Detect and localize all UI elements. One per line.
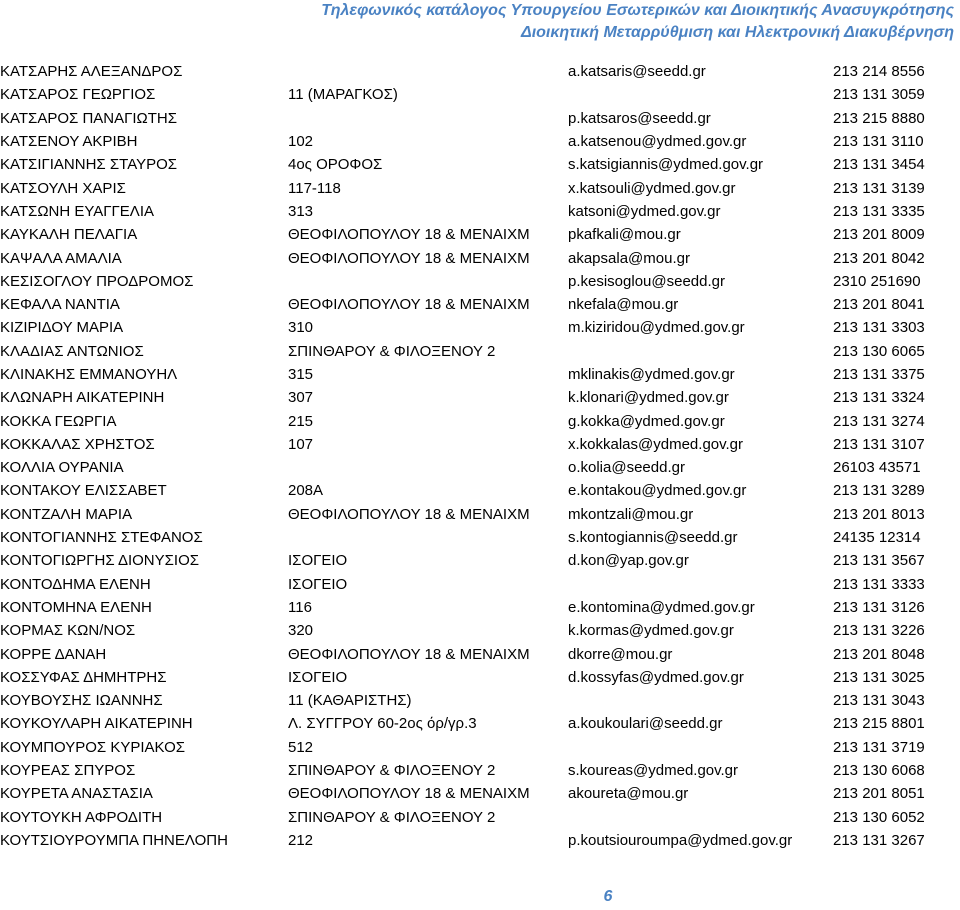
phone-number: 213 131 3139 (833, 179, 925, 197)
phone-number: 213 131 3719 (833, 738, 925, 756)
table-row (0, 712, 960, 735)
phone-number: 213 201 8013 (833, 505, 925, 523)
phone-number: 213 131 3375 (833, 366, 925, 383)
header-title: Τηλεφωνικός κατάλογος Υπουργείου Εσωτερικών και Διοικητικής Ανασυγκρότησης (321, 2, 954, 19)
table-row (0, 503, 960, 526)
phone-number: 213 201 8042 (833, 249, 925, 267)
email-address: pkafkali@mou.gr (568, 226, 681, 244)
office-location: 11 (ΜΑΡΑΓΚΟΣ) (288, 86, 398, 104)
table-row (0, 806, 960, 829)
table-row (0, 316, 960, 339)
directory-body (0, 60, 960, 852)
phone-number: 213 131 3567 (833, 552, 925, 570)
office-location: ΣΠΙΝΘΑΡΟΥ & ΦΙΛΟΞΕΝΟΥ 2 (288, 762, 496, 780)
phone-number: 213 201 8041 (833, 296, 925, 314)
email-address (568, 83, 833, 106)
office-location: Λ. ΣΥΓΓΡΟΥ 60-2ος όρ/γρ.3 (288, 715, 477, 733)
office-location: 315 (288, 366, 314, 383)
phone-number: 213 130 6065 (833, 342, 925, 360)
email-address: akapsala@mou.gr (568, 249, 690, 267)
phone-number: 213 131 3110 (833, 133, 924, 151)
page-number: 6 (603, 888, 613, 905)
employee-name: ΚΟΥΒΟΥΣΗΣ ΙΩΑΝΝΗΣ (0, 692, 163, 710)
phone-number: 213 214 8556 (833, 63, 925, 81)
office-location: 215 (288, 412, 314, 430)
email-address: a.katsenou@ydmed.gov.gr (568, 133, 747, 151)
office-location: 512 (288, 738, 314, 756)
employee-name: ΚΟΚΚΑ ΓΕΩΡΓΙΑ (0, 412, 117, 430)
employee-name: ΚΟΝΤΖΑΛΗ ΜΑΡΙΑ (0, 505, 133, 523)
employee-name: ΚΑΤΣΩΝΗ ΕΥΑΓΓΕΛΙΑ (0, 202, 154, 220)
email-address: p.katsaros@seedd.gr (568, 109, 711, 127)
office-location: ΙΣΟΓΕΙΟ (288, 668, 348, 686)
email-address: x.katsouli@ydmed.gov.gr (568, 179, 736, 197)
table-row (0, 293, 960, 316)
email-address: mkontzali@mou.gr (568, 505, 694, 523)
phone-number: 213 131 3267 (833, 831, 925, 849)
email-address: o.kolia@seedd.gr (568, 459, 685, 477)
table-row (0, 130, 960, 153)
employee-name: ΚΛΑΔΙΑΣ ΑΝΤΩΝΙΟΣ (0, 342, 144, 360)
table-row (0, 573, 960, 596)
table-row (0, 479, 960, 502)
employee-name: ΚΑΤΣΕΝΟΥ ΑΚΡΙΒΗ (0, 133, 138, 151)
office-location: ΙΣΟΓΕΙΟ (288, 575, 348, 593)
office-location: ΙΣΟΓΕΙΟ (288, 552, 348, 570)
office-location: ΘΕΟΦΙΛΟΠΟΥΛΟΥ 18 & ΜΕΝΑΙΧΜ (288, 505, 530, 523)
email-address: m.kiziridou@ydmed.gov.gr (568, 319, 745, 337)
email-address (568, 806, 833, 829)
email-address: d.kossyfas@ydmed.gov.gr (568, 668, 744, 686)
office-location: 310 (288, 319, 314, 337)
email-address: x.kokkalas@ydmed.gov.gr (568, 435, 744, 453)
table-row (0, 270, 960, 293)
employee-name: ΚΑΨΑΛΑ ΑΜΑΛΙΑ (0, 249, 122, 267)
phone-number: 213 131 3274 (833, 412, 925, 430)
office-location: 11 (ΚΑΘΑΡΙΣΤΗΣ) (288, 692, 412, 710)
office-location (288, 107, 568, 130)
office-location (288, 270, 568, 293)
table-row (0, 107, 960, 130)
email-address: e.kontomina@ydmed.gov.gr (568, 598, 755, 616)
table-row (0, 223, 960, 246)
email-address: nkefala@mou.gr (568, 296, 679, 314)
office-location: ΘΕΟΦΙΛΟΠΟΥΛΟΥ 18 & ΜΕΝΑΙΧΜ (288, 296, 530, 314)
office-location: 4ος ΟΡΟΦΟΣ (288, 156, 383, 174)
email-address (568, 573, 833, 596)
email-address: p.koutsiouroumpa@ydmed.gov.gr (568, 831, 793, 849)
employee-name: ΚΟΡΜΑΣ ΚΩΝ/ΝΟΣ (0, 622, 136, 640)
phone-number: 213 131 3454 (833, 156, 925, 174)
office-location (288, 526, 568, 549)
email-address: s.katsigiannis@ydmed.gov.gr (568, 156, 764, 174)
employee-name: ΚΟΣΣΥΦΑΣ ΔΗΜΗΤΡΗΣ (0, 668, 167, 686)
employee-name: ΚΟΝΤΟΜΗΝΑ ΕΛΕΝΗ (0, 598, 152, 616)
phone-number: 24135 12314 (833, 529, 921, 547)
phone-number: 213 131 3025 (833, 668, 925, 686)
phone-number: 213 131 3059 (833, 86, 925, 104)
email-address: p.kesisoglou@seedd.gr (568, 272, 725, 290)
employee-name: ΚΟΛΛΙΑ ΟΥΡΑΝΙΑ (0, 459, 124, 477)
office-location: 102 (288, 133, 314, 151)
office-location: 117-118 (288, 179, 341, 197)
employee-name: ΚΟΥΚΟΥΛΑΡΗ ΑΙΚΑΤΕΡΙΝΗ (0, 715, 193, 733)
office-location: ΘΕΟΦΙΛΟΠΟΥΛΟΥ 18 & ΜΕΝΑΙΧΜ (288, 249, 530, 267)
phone-number: 213 131 3126 (833, 598, 925, 616)
employee-name: ΚΟΝΤΟΓΙΑΝΝΗΣ ΣΤΕΦΑΝΟΣ (0, 529, 203, 547)
table-row (0, 782, 960, 805)
employee-name: ΚΛΙΝΑΚΗΣ ΕΜΜΑΝΟΥΗΛ (0, 366, 178, 383)
office-location: ΘΕΟΦΙΛΟΠΟΥΛΟΥ 18 & ΜΕΝΑΙΧΜ (288, 226, 530, 244)
office-location: ΘΕΟΦΙΛΟΠΟΥΛΟΥ 18 & ΜΕΝΑΙΧΜ (288, 645, 530, 663)
table-row (0, 456, 960, 479)
employee-name: ΚΟΝΤΟΔΗΜΑ ΕΛΕΝΗ (0, 575, 151, 593)
employee-name: ΚΑΤΣΑΡΗΣ ΑΛΕΞΑΝΔΡΟΣ (0, 63, 183, 81)
office-location: ΣΠΙΝΘΑΡΟΥ & ΦΙΛΟΞΕΝΟΥ 2 (288, 342, 496, 360)
email-address: akoureta@mou.gr (568, 785, 689, 803)
office-location: ΣΠΙΝΘΑΡΟΥ & ΦΙΛΟΞΕΝΟΥ 2 (288, 808, 496, 826)
table-row (0, 689, 960, 712)
employee-name: ΚΑΥΚΑΛΗ ΠΕΛΑΓΙΑ (0, 226, 138, 244)
phone-number: 213 131 3107 (833, 435, 925, 453)
email-address: g.kokka@ydmed.gov.gr (568, 412, 725, 430)
office-location: 208Α (288, 482, 324, 500)
phone-number: 213 131 3043 (833, 692, 925, 710)
table-row (0, 246, 960, 269)
employee-name: ΚΑΤΣΑΡΟΣ ΠΑΝΑΓΙΩΤΗΣ (0, 109, 178, 127)
office-location: 307 (288, 389, 314, 407)
employee-name: ΚΟΥΤΟΥΚΗ ΑΦΡΟΔΙΤΗ (0, 808, 163, 826)
table-row (0, 829, 960, 852)
table-row (0, 386, 960, 409)
phone-number: 213 131 3303 (833, 319, 925, 337)
email-address: k.kormas@ydmed.gov.gr (568, 622, 734, 640)
phone-number: 213 130 6052 (833, 808, 925, 826)
employee-name: ΚΟΥΜΠΟΥΡΟΣ ΚΥΡΙΑΚΟΣ (0, 738, 186, 756)
table-row (0, 409, 960, 432)
phone-number: 26103 43571 (833, 459, 921, 477)
page-footer (0, 888, 960, 906)
table-row (0, 363, 960, 386)
phone-number: 213 130 6068 (833, 762, 925, 780)
email-address: d.kon@yap.gov.gr (568, 552, 689, 570)
phone-number: 213 215 8801 (833, 715, 925, 733)
table-row (0, 736, 960, 759)
phone-number: 213 131 3324 (833, 389, 925, 407)
phone-number: 213 201 8051 (833, 785, 925, 803)
table-row (0, 619, 960, 642)
employee-name: ΚΟΥΤΣΙΟΥΡΟΥΜΠΑ ΠΗΝΕΛΟΠΗ (0, 831, 228, 849)
email-address: katsoni@ydmed.gov.gr (568, 202, 721, 220)
email-address: s.kontogiannis@seedd.gr (568, 529, 738, 547)
table-row (0, 340, 960, 363)
email-address: dkorre@mou.gr (568, 645, 673, 663)
office-location: 212 (288, 831, 314, 849)
office-location (288, 60, 568, 83)
employee-name: ΚΟΥΡΕΤΑ ΑΝΑΣΤΑΣΙΑ (0, 785, 153, 803)
phone-directory-table (0, 60, 960, 852)
email-address: a.katsaris@seedd.gr (568, 63, 706, 81)
table-row (0, 759, 960, 782)
header-subtitle: Διοικητική Μεταρρύθμιση και Ηλεκτρονική Διακυβέρνηση (520, 24, 954, 41)
email-address: mklinakis@ydmed.gov.gr (568, 366, 735, 383)
table-row (0, 526, 960, 549)
phone-number: 213 201 8009 (833, 226, 925, 244)
employee-name: ΚΟΚΚΑΛΑΣ ΧΡΗΣΤΟΣ (0, 435, 155, 453)
email-address (568, 736, 833, 759)
phone-number: 213 131 3333 (833, 575, 925, 593)
office-location: ΘΕΟΦΙΛΟΠΟΥΛΟΥ 18 & ΜΕΝΑΙΧΜ (288, 785, 530, 803)
email-address: k.klonari@ydmed.gov.gr (568, 389, 729, 407)
employee-name: ΚΟΡΡΕ ΔΑΝΑΗ (0, 645, 107, 663)
email-address: e.kontakou@ydmed.gov.gr (568, 482, 747, 500)
employee-name: ΚΟΝΤΟΓΙΩΡΓΗΣ ΔΙΟΝΥΣΙΟΣ (0, 552, 200, 570)
employee-name: ΚΑΤΣΑΡΟΣ ΓΕΩΡΓΙΟΣ (0, 86, 156, 104)
employee-name: ΚΛΩΝΑΡΗ ΑΙΚΑΤΕΡΙΝΗ (0, 389, 165, 407)
table-row (0, 83, 960, 106)
table-row (0, 666, 960, 689)
employee-name: ΚΑΤΣΙΓΙΑΝΝΗΣ ΣΤΑΥΡΟΣ (0, 156, 178, 174)
table-row (0, 433, 960, 456)
phone-number: 213 201 8048 (833, 645, 925, 663)
phone-number: 213 131 3226 (833, 622, 925, 640)
phone-number: 213 131 3289 (833, 482, 925, 500)
employee-name: ΚΙΖΙΡΙΔΟΥ ΜΑΡΙΑ (0, 319, 124, 337)
phone-number: 213 131 3335 (833, 202, 925, 220)
document-header (0, 0, 954, 44)
table-row (0, 153, 960, 176)
employee-name: ΚΟΝΤΑΚΟΥ ΕΛΙΣΣΑΒΕΤ (0, 482, 167, 500)
employee-name: ΚΑΤΣΟΥΛΗ ΧΑΡΙΣ (0, 179, 126, 197)
table-row (0, 200, 960, 223)
office-location (288, 456, 568, 479)
office-location: 313 (288, 202, 314, 220)
table-row (0, 642, 960, 665)
employee-name: ΚΕΦΑΛΑ ΝΑΝΤΙΑ (0, 296, 120, 314)
email-address (568, 689, 833, 712)
email-address (568, 340, 833, 363)
table-row (0, 596, 960, 619)
phone-number: 2310 251690 (833, 272, 921, 290)
email-address: s.koureas@ydmed.gov.gr (568, 762, 739, 780)
office-location: 116 (288, 598, 312, 616)
table-row (0, 176, 960, 199)
employee-name: ΚΕΣΙΣΟΓΛΟΥ ΠΡΟΔΡΟΜΟΣ (0, 272, 194, 290)
office-location: 107 (288, 435, 314, 453)
table-row (0, 60, 960, 83)
employee-name: ΚΟΥΡΕΑΣ ΣΠΥΡΟΣ (0, 762, 136, 780)
table-row (0, 549, 960, 572)
phone-number: 213 215 8880 (833, 109, 925, 127)
office-location: 320 (288, 622, 314, 640)
email-address: a.koukoulari@seedd.gr (568, 715, 723, 733)
